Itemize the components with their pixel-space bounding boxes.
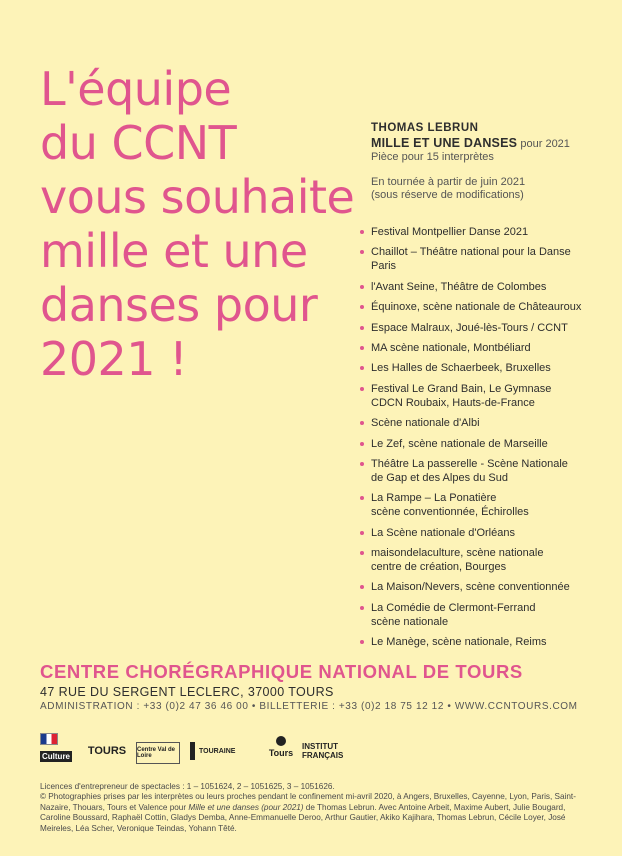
headline-line: vous souhaite [40, 170, 355, 224]
venue-item [357, 245, 607, 273]
venue-line: maisondelaculture, scène nationale [371, 547, 544, 560]
venue-line: La Maison/Nevers, scène conventionnée [371, 581, 570, 594]
venue-list [357, 225, 607, 656]
venue-line: La Scène nationale d'Orléans [371, 526, 515, 539]
tour-note [371, 176, 611, 202]
tours-city-logo: TOURS [87, 745, 127, 757]
touraine-logo: TOURAINE [190, 742, 257, 760]
partner-logos [40, 726, 600, 770]
venue-line: Équinoxe, scène nationale de Châteauroux [371, 301, 582, 314]
headline-line: 2021 ! [40, 332, 188, 386]
footer-licences: Licences d'entrepreneur de spectacles : 1 – 1051624, 2 – 1051625, 3 – 1051626. [40, 782, 335, 791]
venue-line: Théâtre La passerelle - Scène Nationale [371, 457, 568, 470]
footer-credits-a: © Photographies prises par les interprètes ou leurs proches pendant le confinement mi-avril 2020, à Angers, Bruxelles, Cayenne, Lyon, Paris, Saint-Nazaire, Thouars, Tours et Valence pour [40, 792, 576, 812]
venue-line: Espace Malraux, Joué-lès-Tours / CCNT [371, 321, 568, 334]
centre-block [40, 661, 620, 712]
show-title-line [371, 136, 611, 150]
venue-item [357, 491, 607, 519]
venue-line: Scène nationale d'Albi [371, 417, 480, 430]
venue-item [357, 361, 607, 375]
venue-item [357, 321, 607, 335]
centre-name: CENTRE CHORÉGRAPHIQUE NATIONAL DE TOURS [40, 661, 523, 682]
venue-line: Le Manège, scène nationale, Reims [371, 636, 547, 649]
venue-line: MA scène nationale, Montbéliard [371, 341, 531, 354]
show-info [371, 122, 611, 202]
venue-line: scène nationale [371, 615, 449, 628]
show-subtitle: Pièce pour 15 interprètes [371, 151, 494, 163]
venue-item [357, 580, 607, 594]
venue-item [357, 341, 607, 355]
show-title-suffix: pour 2021 [520, 138, 570, 150]
venue-line: Chaillot – Théâtre national pour la Danse [371, 246, 571, 259]
venue-line: Festival Le Grand Bain, Le Gymnase [371, 382, 552, 395]
show-title: MILLE ET UNE DANSES [371, 136, 518, 150]
region-logo: Centre Val de Loire [136, 742, 180, 764]
venue-item [357, 300, 607, 314]
venue-item [357, 526, 607, 540]
venue-line: La Comédie de Clermont-Ferrand [371, 601, 536, 614]
tours-metropole-icon [276, 736, 286, 746]
venue-item [357, 601, 607, 629]
headline-line: du CCNT [40, 116, 237, 170]
venue-line: centre de création, Bourges [371, 561, 507, 574]
headline-line: mille et une [40, 224, 308, 278]
footer-credits [40, 792, 580, 834]
venue-item [357, 437, 607, 451]
venue-line: Le Zef, scène nationale de Marseille [371, 437, 548, 450]
venue-item [357, 416, 607, 430]
headline-line: danses pour [40, 278, 318, 332]
centre-address: 47 RUE DU SERGENT LECLERC, 37000 TOURS [40, 685, 334, 699]
venue-line: de Gap et des Alpes du Sud [371, 471, 508, 484]
show-author: THOMAS LEBRUN [371, 122, 479, 134]
venue-line: CDCN Roubaix, Hauts-de-France [371, 396, 535, 409]
culture-logo-text: Culture [42, 751, 70, 761]
footer-credits-title: Mille et une danses (pour 2021) [188, 802, 304, 812]
venue-item [357, 457, 607, 485]
venue-item [357, 635, 607, 649]
venue-item [357, 382, 607, 410]
venue-item [357, 280, 607, 294]
venue-line: l'Avant Seine, Théâtre de Colombes [371, 280, 547, 293]
tour-note-line: (sous réserve de modifications) [371, 189, 524, 201]
venue-line: Festival Montpellier Danse 2021 [371, 226, 529, 238]
footer [40, 782, 580, 834]
institut-francais-logo: INSTITUT FRANÇAIS [302, 742, 344, 760]
centre-contact: ADMINISTRATION : +33 (0)2 47 36 46 00 • BILLETTERIE : +33 (0)2 18 75 12 12 • WWW.CCNTOURS.COM [40, 701, 578, 712]
culture-logo [40, 726, 78, 768]
tours-metropole-logo [264, 732, 298, 762]
footer-credits-b: de Thomas Lebrun. Avec Antoine Arbeit, Maxime Aubert, Julie Bougard, Caroline Boussard, Raphaël Cottin, Gladys Demba, Anne-Emmanuelle Deroo, Arthur Gautier, Akiko Kajihara, Thomas Lebrun, Cécile Loyer, José Meireles, Léa Scher, Veronique Teindas, Yohann Têté. [40, 802, 566, 833]
venue-line: scène conventionnée, Échirolles [371, 506, 529, 519]
headline [40, 62, 360, 386]
venue-item [357, 225, 607, 239]
venue-line: Les Halles de Schaerbeek, Bruxelles [371, 362, 551, 375]
headline-line: L'équipe [40, 62, 232, 116]
tour-note-line: En tournée à partir de juin 2021 [371, 176, 526, 188]
venue-line: La Rampe – La Ponatière [371, 492, 497, 505]
tours-metropole-text: Tours [268, 748, 294, 758]
french-flag-icon [40, 733, 58, 745]
venue-line: Paris [371, 260, 397, 273]
venue-item [357, 546, 607, 574]
